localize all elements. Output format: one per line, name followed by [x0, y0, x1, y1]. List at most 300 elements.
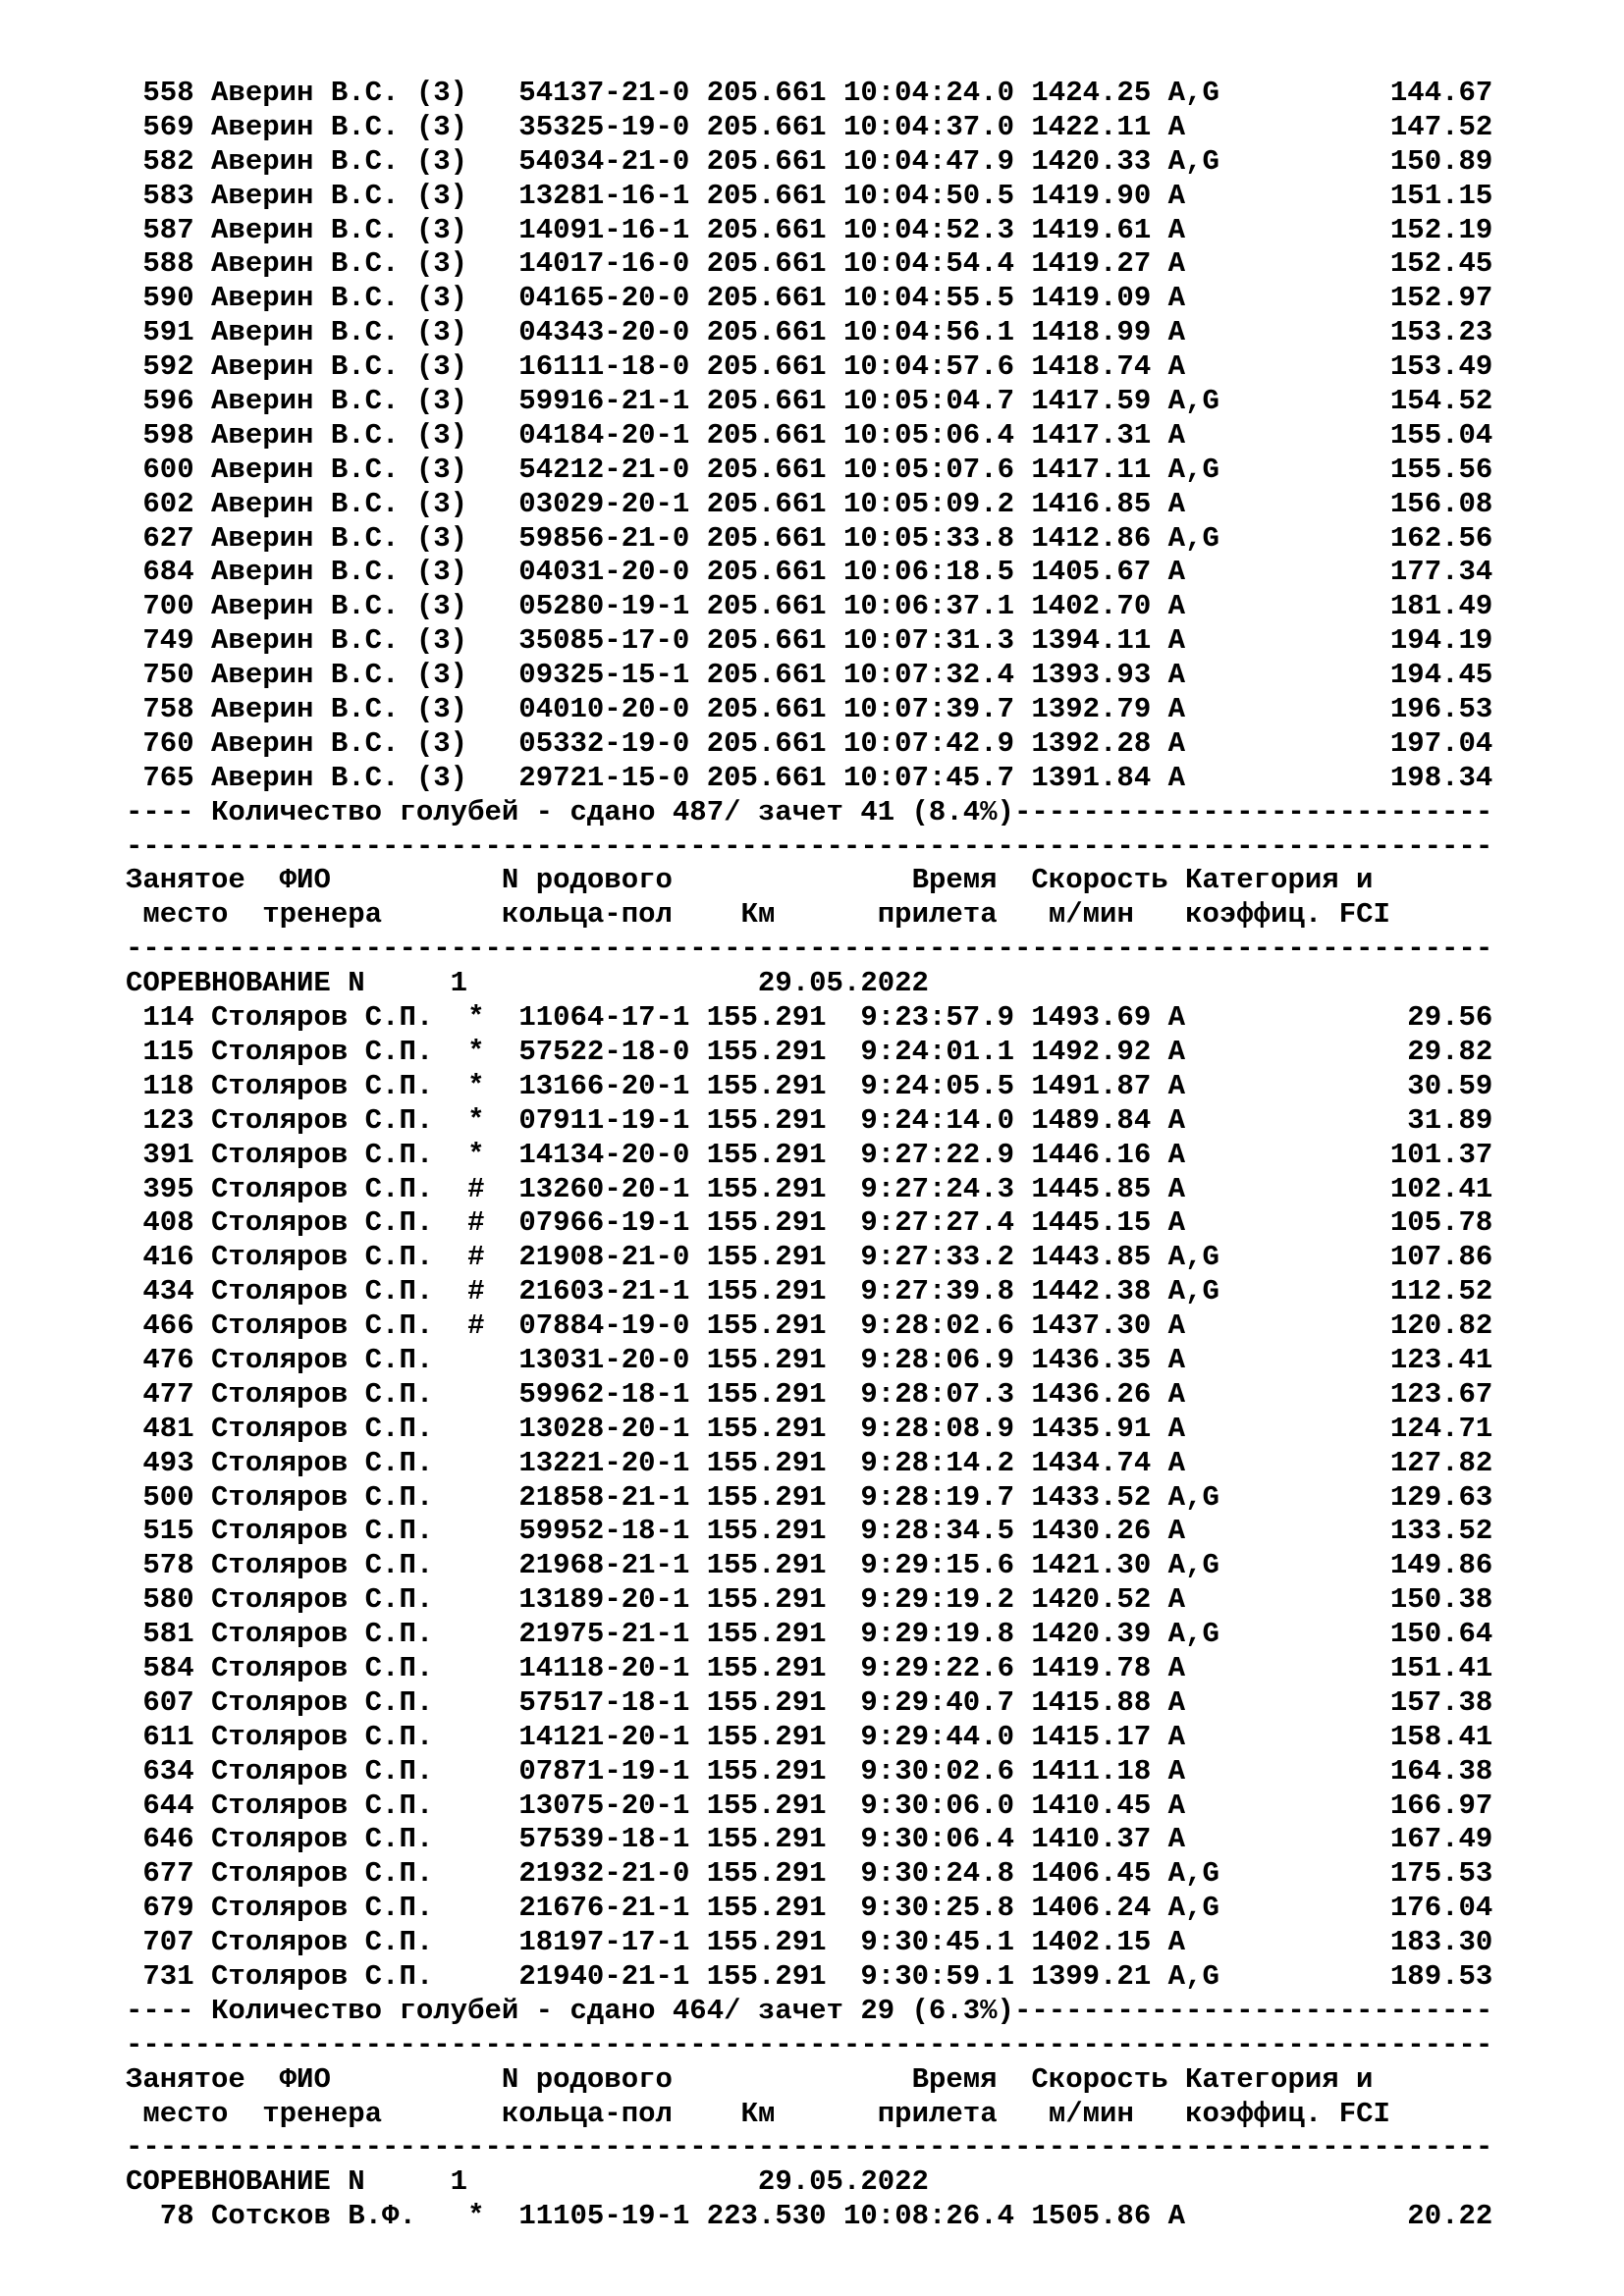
category: A	[1167, 1926, 1186, 1959]
trainer-name: Аверин В.С. (3)	[211, 761, 468, 794]
trainer-name: Аверин В.С. (3)	[211, 282, 468, 315]
result-row	[126, 1960, 1492, 1995]
result-row	[126, 316, 1492, 350]
arrival-time: 9:30:59.1	[826, 1959, 1015, 1993]
speed: 1419.61	[1031, 213, 1152, 246]
result-row	[126, 693, 1492, 727]
trainer-name: Столяров С.П.	[211, 1926, 434, 1959]
speed: 1493.69	[1031, 1001, 1152, 1035]
category: A,G	[1167, 144, 1219, 178]
speed: 1445.85	[1031, 1172, 1152, 1205]
arrival-time: 9:23:57.9	[826, 1001, 1015, 1035]
summary-text: ---- Количество голубей - сдано 464/ зачет 29 (6.3%)----------------------------	[126, 1994, 1493, 2027]
result-row	[126, 1070, 1492, 1104]
result-row	[126, 1481, 1492, 1516]
trainer-name: Аверин В.С. (3)	[211, 556, 468, 589]
arrival-time: 10:04:37.0	[826, 110, 1014, 143]
arrival-time: 9:28:34.5	[826, 1515, 1015, 1548]
result-row	[126, 454, 1492, 488]
distance-km: 205.661	[706, 247, 827, 281]
trainer-name: Аверин В.С. (3)	[211, 179, 468, 212]
place: 578	[126, 1549, 194, 1582]
fci-coefficient: 198.34	[1322, 761, 1493, 794]
speed: 1492.92	[1031, 1035, 1152, 1068]
arrival-time: 9:27:24.3	[826, 1172, 1015, 1205]
speed: 1402.70	[1031, 590, 1152, 623]
trainer-name: Столяров С.П.	[211, 1720, 434, 1753]
distance-km: 155.291	[706, 1138, 827, 1171]
result-row	[126, 1652, 1492, 1686]
fci-coefficient: 129.63	[1322, 1480, 1493, 1514]
ring-number: 21968-21-1	[518, 1549, 690, 1582]
summary-line	[126, 796, 1492, 830]
fci-coefficient: 150.64	[1322, 1618, 1493, 1651]
fci-coefficient: 29.56	[1322, 1001, 1493, 1035]
place: 569	[126, 110, 194, 143]
trainer-name: Аверин В.С. (3)	[211, 726, 468, 760]
ring-number: 13166-20-1	[518, 1069, 690, 1102]
arrival-time: 10:04:50.5	[826, 179, 1014, 212]
trainer-name: Аверин В.С. (3)	[211, 77, 468, 109]
arrival-time: 9:27:22.9	[826, 1138, 1015, 1171]
ring-number: 57539-18-1	[518, 1823, 690, 1856]
ring-number: 54212-21-0	[518, 453, 690, 486]
distance-km: 205.661	[706, 316, 827, 349]
speed: 1418.99	[1031, 316, 1152, 349]
col-place-sub: место	[142, 2097, 229, 2130]
arrival-time: 10:04:56.1	[826, 316, 1014, 349]
result-row	[126, 1447, 1492, 1481]
distance-km: 155.291	[706, 1103, 827, 1137]
distance-km: 205.661	[706, 624, 827, 658]
ring-number: 05280-19-1	[518, 590, 690, 623]
distance-km: 205.661	[706, 213, 827, 246]
trainer-name: Столяров С.П.	[211, 1651, 434, 1684]
col-category-title: Категория и	[1185, 2062, 1374, 2096]
result-row	[126, 1892, 1492, 1926]
result-row	[126, 247, 1492, 282]
speed: 1491.87	[1031, 1069, 1152, 1102]
trainer-name: Столяров С.П.	[211, 1823, 434, 1856]
place: 118	[126, 1069, 194, 1102]
trainer-name: Столяров С.П.	[211, 1549, 434, 1582]
arrival-time: 10:04:47.9	[826, 144, 1014, 178]
fci-coefficient: 127.82	[1322, 1446, 1493, 1479]
category: A	[1167, 1035, 1186, 1068]
place: 750	[126, 659, 194, 692]
trainer-name: Аверин В.С. (3)	[211, 247, 468, 281]
marker: #	[467, 1241, 485, 1274]
category: A	[1167, 1138, 1186, 1171]
arrival-time: 9:28:08.9	[826, 1412, 1015, 1445]
result-row	[126, 2200, 1492, 2234]
speed: 1394.11	[1031, 624, 1152, 658]
header-top-rule	[126, 830, 1492, 865]
place: 583	[126, 179, 194, 212]
place: 684	[126, 556, 194, 589]
arrival-time: 9:29:22.6	[826, 1651, 1015, 1684]
distance-km: 205.661	[706, 350, 827, 384]
ring-number: 13189-20-1	[518, 1583, 690, 1617]
competition-number: 1	[382, 2165, 468, 2199]
fci-coefficient: 30.59	[1322, 1069, 1493, 1102]
result-row	[126, 762, 1492, 796]
speed: 1406.45	[1031, 1857, 1152, 1891]
fci-coefficient: 107.86	[1322, 1241, 1493, 1274]
distance-km: 205.661	[706, 556, 827, 589]
arrival-time: 9:27:39.8	[826, 1275, 1015, 1308]
place: 765	[126, 761, 194, 794]
distance-km: 155.291	[706, 1069, 827, 1102]
trainer-name: Аверин В.С. (3)	[211, 213, 468, 246]
arrival-time: 9:27:27.4	[826, 1206, 1015, 1240]
summary-line	[126, 1995, 1492, 2029]
fci-coefficient: 183.30	[1322, 1926, 1493, 1959]
speed: 1402.15	[1031, 1926, 1152, 1959]
place: 592	[126, 350, 194, 384]
result-row	[126, 1241, 1492, 1275]
place: 123	[126, 1103, 194, 1137]
distance-km: 205.661	[706, 110, 827, 143]
speed: 1416.85	[1031, 487, 1152, 520]
competition-label: СОРЕВНОВАНИЕ N	[126, 967, 365, 1000]
distance-km: 205.661	[706, 487, 827, 520]
place: 115	[126, 1035, 194, 1068]
arrival-time: 9:24:14.0	[826, 1103, 1015, 1137]
ring-number: 16111-18-0	[518, 350, 690, 384]
ring-number: 04343-20-0	[518, 316, 690, 349]
arrival-time: 9:28:06.9	[826, 1343, 1015, 1376]
header-row-1	[126, 864, 1492, 898]
result-row	[126, 1275, 1492, 1309]
arrival-time: 10:04:57.6	[826, 350, 1014, 384]
category: A	[1167, 761, 1186, 794]
trainer-name: Столяров С.П.	[211, 1035, 434, 1068]
fci-coefficient: 151.15	[1322, 179, 1493, 212]
col-category-sub: коэффиц. FCI	[1185, 2097, 1390, 2130]
distance-km: 155.291	[706, 1241, 827, 1274]
trainer-name: Столяров С.П.	[211, 1892, 434, 1925]
ring-number: 35325-19-0	[518, 110, 690, 143]
fci-coefficient: 144.67	[1322, 77, 1493, 109]
place: 644	[126, 1789, 194, 1822]
speed: 1421.30	[1031, 1549, 1152, 1582]
arrival-time: 9:30:45.1	[826, 1926, 1015, 1959]
result-row	[126, 1686, 1492, 1721]
result-row	[126, 385, 1492, 419]
col-category-sub: коэффиц. FCI	[1185, 898, 1390, 932]
col-speed-sub: м/мин	[1048, 898, 1134, 932]
ring-number: 09325-15-1	[518, 659, 690, 692]
arrival-time: 9:27:33.2	[826, 1241, 1015, 1274]
fci-coefficient: 29.82	[1322, 1035, 1493, 1068]
trainer-name: Аверин В.С. (3)	[211, 487, 468, 520]
result-row	[126, 1789, 1492, 1824]
ring-number: 21603-21-1	[518, 1275, 690, 1308]
distance-km: 155.291	[706, 1549, 827, 1582]
trainer-name: Сотсков В.Ф.	[211, 2200, 416, 2233]
category: A	[1167, 316, 1186, 349]
category: A	[1167, 110, 1186, 143]
category: A	[1167, 1720, 1186, 1753]
place: 500	[126, 1480, 194, 1514]
col-speed-title: Скорость	[1031, 2062, 1168, 2096]
trainer-name: Столяров С.П.	[211, 1685, 434, 1719]
place: 477	[126, 1377, 194, 1411]
ring-number: 13031-20-0	[518, 1343, 690, 1376]
ring-number: 59856-21-0	[518, 521, 690, 555]
summary-text: ---- Количество голубей - сдано 487/ зачет 41 (8.4%)----------------------------	[126, 795, 1493, 828]
fci-coefficient: 154.52	[1322, 385, 1493, 418]
speed: 1505.86	[1031, 2200, 1152, 2233]
distance-km: 155.291	[706, 1446, 827, 1479]
result-row	[126, 1378, 1492, 1413]
arrival-time: 9:29:19.2	[826, 1583, 1015, 1617]
category: A	[1167, 1172, 1186, 1205]
speed: 1412.86	[1031, 521, 1152, 555]
distance-km: 205.661	[706, 179, 827, 212]
ring-number: 14118-20-1	[518, 1651, 690, 1684]
ring-number: 59916-21-1	[518, 385, 690, 418]
speed: 1446.16	[1031, 1138, 1152, 1171]
place: 78	[126, 2200, 194, 2233]
speed: 1393.93	[1031, 659, 1152, 692]
result-row	[126, 1549, 1492, 1583]
arrival-time: 9:29:40.7	[826, 1685, 1015, 1719]
ring-number: 21676-21-1	[518, 1892, 690, 1925]
distance-km: 205.661	[706, 761, 827, 794]
fci-coefficient: 105.78	[1322, 1206, 1493, 1240]
result-row	[126, 1618, 1492, 1652]
ring-number: 59952-18-1	[518, 1515, 690, 1548]
fci-coefficient: 153.49	[1322, 350, 1493, 384]
result-row	[126, 1823, 1492, 1857]
distance-km: 205.661	[706, 693, 827, 726]
category: A	[1167, 350, 1186, 384]
speed: 1424.25	[1031, 77, 1152, 109]
competition-line	[126, 967, 1492, 1001]
trainer-name: Аверин В.С. (3)	[211, 590, 468, 623]
speed: 1436.35	[1031, 1343, 1152, 1376]
speed: 1417.31	[1031, 418, 1152, 452]
col-name-sub: тренера	[262, 2097, 383, 2130]
ring-number: 14121-20-1	[518, 1720, 690, 1753]
header-row-2	[126, 2098, 1492, 2132]
distance-km: 155.291	[706, 1343, 827, 1376]
category: A	[1167, 1377, 1186, 1411]
result-row	[126, 1857, 1492, 1892]
distance-km: 205.661	[706, 453, 827, 486]
distance-km: 155.291	[706, 1309, 827, 1343]
speed: 1420.52	[1031, 1583, 1152, 1617]
place: 408	[126, 1206, 194, 1240]
distance-km: 155.291	[706, 1515, 827, 1548]
ring-number: 13221-20-1	[518, 1446, 690, 1479]
place: 758	[126, 693, 194, 726]
distance-km: 205.661	[706, 144, 827, 178]
category: A	[1167, 1651, 1186, 1684]
ring-number: 35085-17-0	[518, 624, 690, 658]
trainer-name: Столяров С.П.	[211, 1001, 434, 1035]
trainer-name: Аверин В.С. (3)	[211, 693, 468, 726]
distance-km: 205.661	[706, 77, 827, 109]
fci-coefficient: 123.67	[1322, 1377, 1493, 1411]
result-row	[126, 659, 1492, 693]
distance-km: 155.291	[706, 1789, 827, 1822]
col-name-title: ФИО	[279, 864, 331, 897]
ring-number: 14091-16-1	[518, 213, 690, 246]
trainer-name: Столяров С.П.	[211, 1446, 434, 1479]
fci-coefficient: 112.52	[1322, 1275, 1493, 1308]
competition-label: СОРЕВНОВАНИЕ N	[126, 2165, 365, 2199]
speed: 1430.26	[1031, 1515, 1152, 1548]
distance-km: 155.291	[706, 1206, 827, 1240]
result-row	[126, 180, 1492, 214]
speed: 1411.18	[1031, 1754, 1152, 1788]
speed: 1391.84	[1031, 761, 1152, 794]
ring-number: 18197-17-1	[518, 1926, 690, 1959]
speed: 1410.37	[1031, 1823, 1152, 1856]
separator-line: --------------------------------------------------------------------------------	[126, 829, 1493, 863]
speed: 1420.33	[1031, 144, 1152, 178]
distance-km: 155.291	[706, 1959, 827, 1993]
arrival-time: 9:30:06.0	[826, 1789, 1015, 1822]
result-row	[126, 1309, 1492, 1344]
distance-km: 155.291	[706, 1651, 827, 1684]
category: A	[1167, 1789, 1186, 1822]
ring-number: 21932-21-0	[518, 1857, 690, 1891]
ring-number: 11105-19-1	[518, 2200, 690, 2233]
speed: 1406.24	[1031, 1892, 1152, 1925]
fci-coefficient: 149.86	[1322, 1549, 1493, 1582]
trainer-name: Столяров С.П.	[211, 1343, 434, 1376]
category: A	[1167, 1103, 1186, 1137]
arrival-time: 10:04:54.4	[826, 247, 1014, 281]
fci-coefficient: 175.53	[1322, 1857, 1493, 1891]
ring-number: 04031-20-0	[518, 556, 690, 589]
marker: *	[467, 1001, 485, 1035]
fci-coefficient: 194.19	[1322, 624, 1493, 658]
speed: 1410.45	[1031, 1789, 1152, 1822]
category: A,G	[1167, 1618, 1219, 1651]
speed: 1437.30	[1031, 1309, 1152, 1343]
category: A	[1167, 659, 1186, 692]
separator-line: --------------------------------------------------------------------------------	[126, 2131, 1493, 2164]
header-row-2	[126, 898, 1492, 933]
speed: 1434.74	[1031, 1446, 1152, 1479]
speed: 1443.85	[1031, 1241, 1152, 1274]
distance-km: 155.291	[706, 1480, 827, 1514]
separator-line: --------------------------------------------------------------------------------	[126, 2028, 1493, 2061]
category: A,G	[1167, 521, 1219, 555]
category: A	[1167, 693, 1186, 726]
result-row	[126, 1001, 1492, 1036]
trainer-name: Аверин В.С. (3)	[211, 144, 468, 178]
arrival-time: 10:06:37.1	[826, 590, 1014, 623]
distance-km: 155.291	[706, 1823, 827, 1856]
speed: 1435.91	[1031, 1412, 1152, 1445]
category: A	[1167, 1823, 1186, 1856]
distance-km: 155.291	[706, 1583, 827, 1617]
fci-coefficient: 153.23	[1322, 316, 1493, 349]
ring-number: 21975-21-1	[518, 1618, 690, 1651]
result-row	[126, 282, 1492, 316]
category: A	[1167, 1206, 1186, 1240]
category: A	[1167, 590, 1186, 623]
distance-km: 205.661	[706, 521, 827, 555]
arrival-time: 9:29:19.8	[826, 1618, 1015, 1651]
place: 391	[126, 1138, 194, 1171]
ring-number: 13281-16-1	[518, 179, 690, 212]
fci-coefficient: 155.56	[1322, 453, 1493, 486]
arrival-time: 10:04:55.5	[826, 282, 1014, 315]
ring-number: 03029-20-1	[518, 487, 690, 520]
result-row	[126, 214, 1492, 248]
col-place-title: Занятое	[126, 864, 245, 897]
distance-km: 155.291	[706, 1172, 827, 1205]
place: 581	[126, 1618, 194, 1651]
ring-number: 21908-21-0	[518, 1241, 690, 1274]
marker: #	[467, 1309, 485, 1343]
result-row	[126, 727, 1492, 762]
category: A	[1167, 487, 1186, 520]
ring-number: 04184-20-1	[518, 418, 690, 452]
place: 598	[126, 418, 194, 452]
category: A,G	[1167, 385, 1219, 418]
fci-coefficient: 101.37	[1322, 1138, 1493, 1171]
category: A,G	[1167, 1549, 1219, 1582]
arrival-time: 9:28:14.2	[826, 1446, 1015, 1479]
trainer-name: Аверин В.С. (3)	[211, 316, 468, 349]
header-bottom-rule	[126, 933, 1492, 967]
col-ring-title: N родового	[501, 2062, 673, 2096]
category: A	[1167, 1412, 1186, 1445]
category: A	[1167, 1069, 1186, 1102]
marker: #	[467, 1172, 485, 1205]
place: 749	[126, 624, 194, 658]
trainer-name: Аверин В.С. (3)	[211, 453, 468, 486]
arrival-time: 9:24:01.1	[826, 1035, 1015, 1068]
category: A	[1167, 213, 1186, 246]
trainer-name: Столяров С.П.	[211, 1754, 434, 1788]
fci-coefficient: 120.82	[1322, 1309, 1493, 1343]
marker: #	[467, 1206, 485, 1240]
fci-coefficient: 150.89	[1322, 144, 1493, 178]
place: 466	[126, 1309, 194, 1343]
speed: 1445.15	[1031, 1206, 1152, 1240]
ring-number: 13260-20-1	[518, 1172, 690, 1205]
ring-number: 54034-21-0	[518, 144, 690, 178]
category: A,G	[1167, 453, 1219, 486]
category: A	[1167, 179, 1186, 212]
ring-number: 07871-19-1	[518, 1754, 690, 1788]
arrival-time: 10:04:24.0	[826, 77, 1014, 109]
speed: 1417.59	[1031, 385, 1152, 418]
trainer-name: Столяров С.П.	[211, 1412, 434, 1445]
speed: 1415.17	[1031, 1720, 1152, 1753]
arrival-time: 10:05:33.8	[826, 521, 1014, 555]
category: A	[1167, 418, 1186, 452]
category: A	[1167, 247, 1186, 281]
distance-km: 205.661	[706, 659, 827, 692]
ring-number: 54137-21-0	[518, 77, 690, 109]
speed: 1442.38	[1031, 1275, 1152, 1308]
place: 493	[126, 1446, 194, 1479]
result-row	[126, 1344, 1492, 1378]
place: 677	[126, 1857, 194, 1891]
arrival-time: 10:07:42.9	[826, 726, 1014, 760]
header-bottom-rule	[126, 2131, 1492, 2165]
